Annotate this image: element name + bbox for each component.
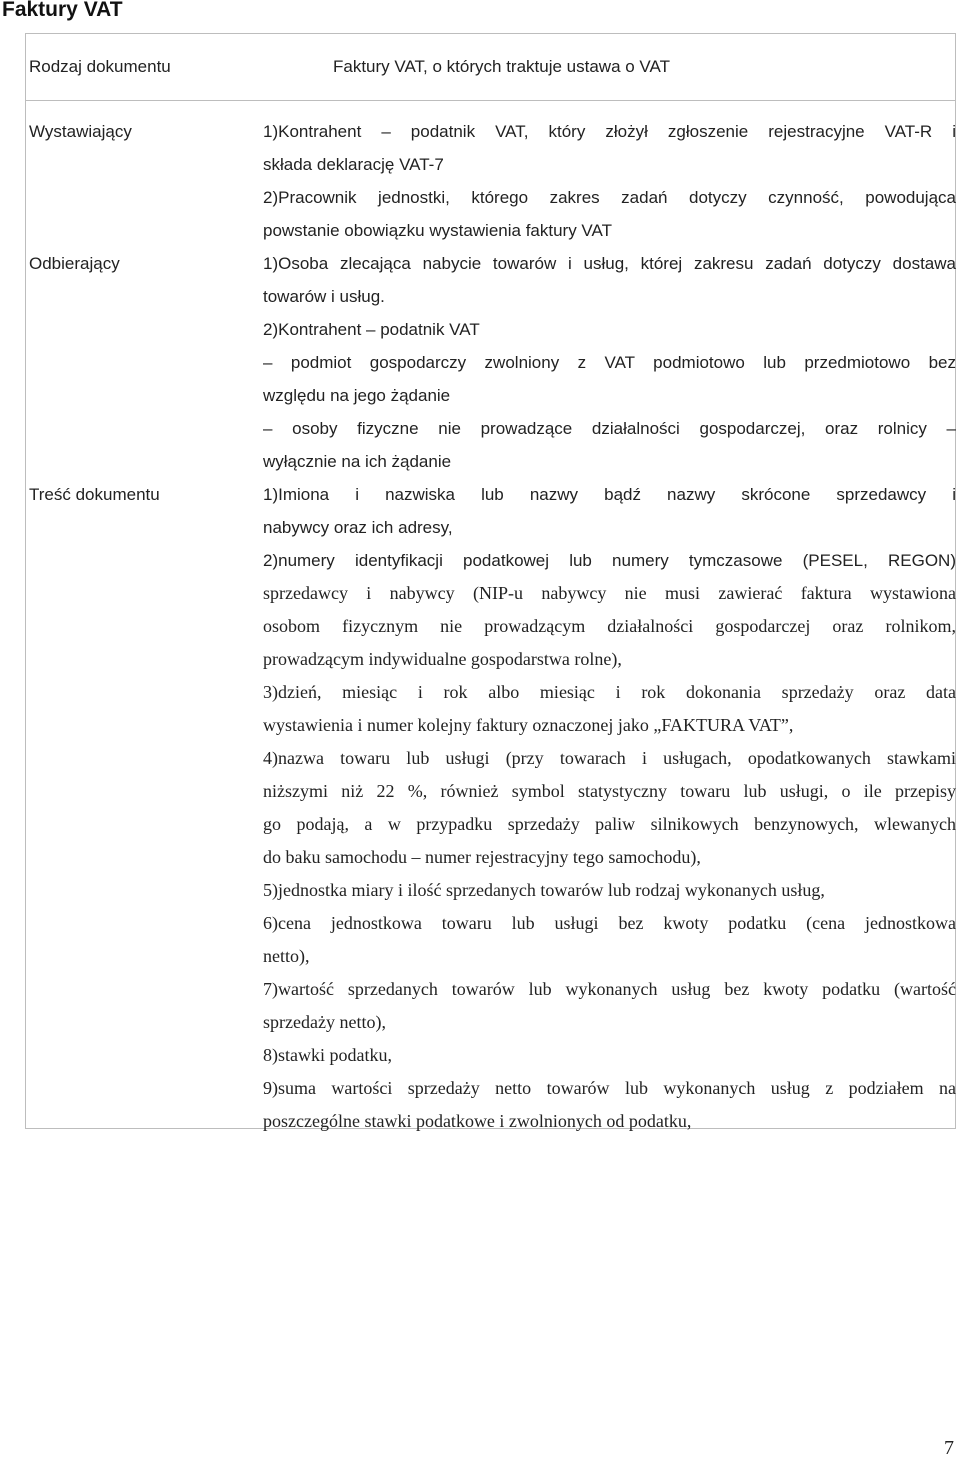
content-line: osobom fizycznym nie prowadzącym działalności gospodarczej oraz rolnikom, bbox=[263, 616, 956, 636]
content-line: sprzedaży netto), bbox=[263, 1012, 386, 1032]
header-value: Faktury VAT, o których traktuje ustawa o VAT bbox=[333, 57, 670, 76]
document-title: Faktury VAT bbox=[2, 0, 123, 21]
content-line: 8)stawki podatku, bbox=[263, 1045, 392, 1065]
content-line: 5)jednostka miary i ilość sprzedanych towarów lub rodzaj wykonanych usług, bbox=[263, 880, 825, 900]
recipient-line: względu na jego żądanie bbox=[263, 386, 451, 405]
content-line: poszczególne stawki podatkowe i zwolnionych od podatku, bbox=[263, 1111, 692, 1131]
content-line: 4)nazwa towaru lub usługi (przy towarach i usługach, opodatkowanych stawkami bbox=[263, 748, 956, 768]
recipient-line: towarów i usług. bbox=[263, 287, 385, 306]
content-line: sprzedawcy i nabywcy (NIP-u nabywcy nie musi zawierać faktura wystawiona bbox=[263, 583, 956, 603]
recipient-line: wyłącznie na ich żądanie bbox=[263, 452, 452, 471]
issuer-line: 1)Kontrahent – podatnik VAT, który złożył zgłoszenie rejestracyjne VAT-R i bbox=[263, 122, 956, 141]
recipient-line: 1)Osoba zlecająca nabycie towarów i usług, której zakresu zadań dotyczy dostawa bbox=[263, 254, 956, 273]
issuer-line: składa deklarację VAT-7 bbox=[263, 155, 444, 174]
header-label: Rodzaj dokumentu bbox=[29, 57, 171, 76]
content-line: netto), bbox=[263, 946, 310, 966]
content-line: niższymi niż 22 %, również symbol statystyczny towaru lub usługi, o ile przepisy bbox=[263, 781, 956, 801]
recipient-label: Odbierający bbox=[29, 254, 120, 273]
recipient-line: – podmiot gospodarczy zwolniony z VAT podmiotowo lub przedmiotowo bez bbox=[263, 353, 956, 372]
header-divider bbox=[25, 100, 956, 101]
content-line: do baku samochodu – numer rejestracyjny tego samochodu), bbox=[263, 847, 701, 867]
issuer-line: powstanie obowiązku wystawienia faktury VAT bbox=[263, 221, 612, 240]
content-line: 3)dzień, miesiąc i rok albo miesiąc i rok dokonania sprzedaży oraz data bbox=[263, 682, 956, 702]
content-line: prowadzącym indywidualne gospodarstwa rolne), bbox=[263, 649, 622, 669]
content-label: Treść dokumentu bbox=[29, 485, 160, 504]
content-line: go podają, a w przypadku sprzedaży paliw silnikowych benzynowych, wlewanych bbox=[263, 814, 956, 834]
issuer-label: Wystawiający bbox=[29, 122, 132, 141]
content-line: 7)wartość sprzedanych towarów lub wykonanych usług bez kwoty podatku (wartość bbox=[263, 979, 956, 999]
issuer-line: 2)Pracownik jednostki, którego zakres zadań dotyczy czynność, powodująca bbox=[263, 188, 956, 207]
content-line: 2)numery identyfikacji podatkowej lub numery tymczasowe (PESEL, REGON) bbox=[263, 551, 956, 570]
content-line: 9)suma wartości sprzedaży netto towarów lub wykonanych usług z podziałem na bbox=[263, 1078, 956, 1098]
page-number: 7 bbox=[944, 1437, 954, 1459]
content-line: wystawienia i numer kolejny faktury oznaczonej jako „FAKTURA VAT”, bbox=[263, 715, 794, 735]
content-line: nabywcy oraz ich adresy, bbox=[263, 518, 453, 537]
recipient-line: 2)Kontrahent – podatnik VAT bbox=[263, 320, 480, 339]
recipient-line: – osoby fizyczne nie prowadzące działalności gospodarczej, oraz rolnicy – bbox=[263, 419, 956, 438]
content-line: 1)Imiona i nazwiska lub nazwy bądź nazwy skrócone sprzedawcy i bbox=[263, 485, 956, 504]
content-line: 6)cena jednostkowa towaru lub usługi bez kwoty podatku (cena jednostkowa bbox=[263, 913, 956, 933]
